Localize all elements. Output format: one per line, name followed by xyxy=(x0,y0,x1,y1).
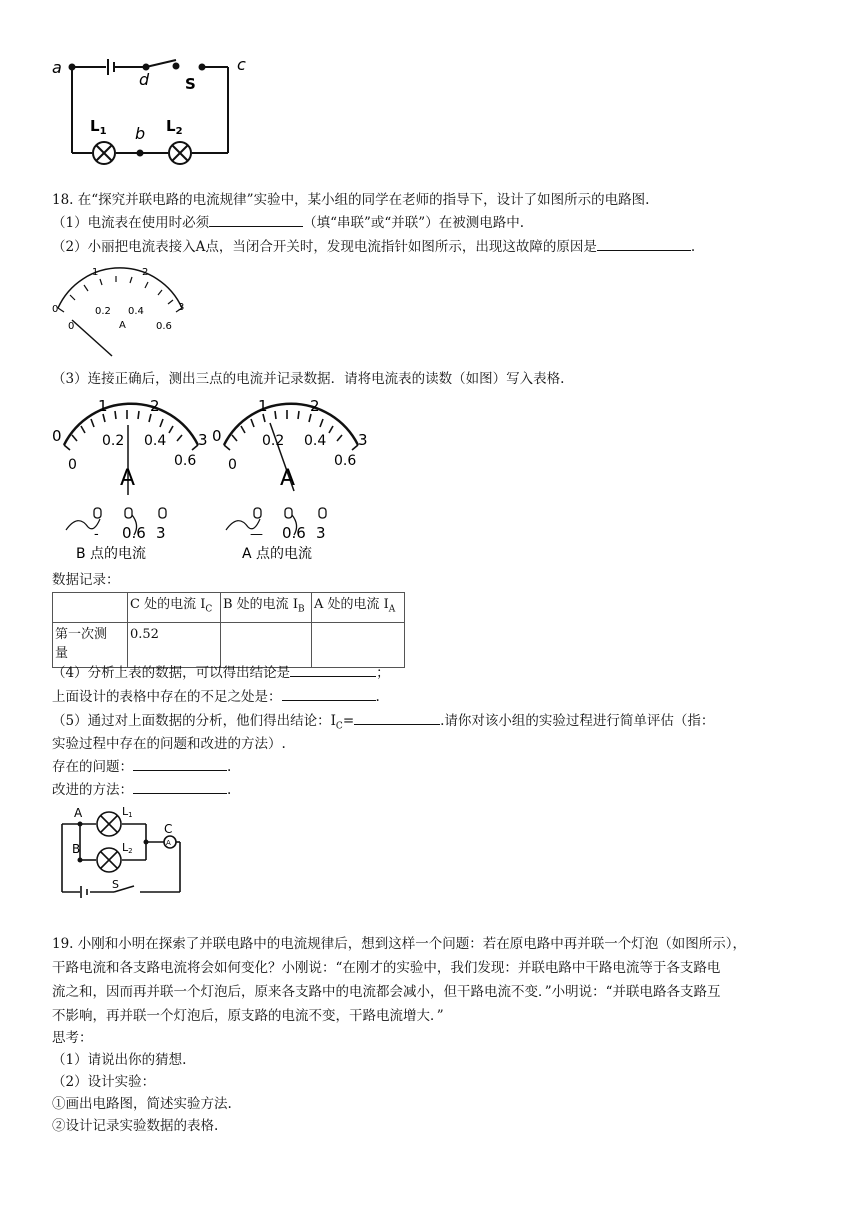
svg-text:0.4: 0.4 xyxy=(128,306,144,317)
svg-text:-: - xyxy=(94,527,99,542)
node-d-label: d xyxy=(139,70,150,89)
svg-text:0.6: 0.6 xyxy=(156,321,172,332)
svg-text:0: 0 xyxy=(212,427,222,445)
svg-text:0: 0 xyxy=(52,427,62,445)
svg-text:L2: L2 xyxy=(122,841,133,855)
ammeter-unit-a: A xyxy=(280,466,296,491)
svg-text:B: B xyxy=(72,842,81,856)
q18-part1: （1）电流表在使用时必须 （填“串联”或“并联”）在被测电路中. xyxy=(52,215,524,231)
svg-text:0.2: 0.2 xyxy=(262,433,285,449)
q18-improve: 改进的方法： . xyxy=(52,782,232,798)
q19-think: 思考： xyxy=(52,1030,93,1046)
node-b-label: b xyxy=(135,124,146,143)
q18-part5-cont: 实验过程中存在的问题和改进的方法）. xyxy=(52,736,286,752)
svg-text:0: 0 xyxy=(52,304,59,315)
svg-text:C: C xyxy=(164,822,173,836)
answer-blank-problem[interactable] xyxy=(133,757,227,771)
svg-text:1: 1 xyxy=(98,397,108,415)
lamp-l1-label: $L_1$ xyxy=(90,117,107,137)
ammeter-b-figure xyxy=(48,395,218,567)
ammeter-reversed-figure xyxy=(50,262,190,362)
svg-text:0.6: 0.6 xyxy=(174,453,197,469)
svg-text:0: 0 xyxy=(68,457,77,473)
q18-table-deficiency: 上面设计的表格中存在的不足之处是： . xyxy=(52,689,380,705)
svg-text:0: 0 xyxy=(68,321,75,332)
q19-line3: 流之和，因而再并联一个灯泡后，原来各支路中的电流都会减小，但干路电流不变．”小明说：“并联电路各支路互 xyxy=(52,984,721,1000)
svg-text:0.6: 0.6 xyxy=(282,524,306,542)
row-label-first-measure: 第一次测 量 xyxy=(53,622,128,667)
answer-blank-improve[interactable] xyxy=(133,780,227,794)
svg-text:3: 3 xyxy=(178,302,185,313)
svg-text:1: 1 xyxy=(92,267,99,278)
series-circuit-diagram xyxy=(48,52,258,168)
header-a-current: A 处的电流 $I_A$ xyxy=(312,593,405,623)
q19-line2: 干路电流和各支路电流将会如何变化？小刚说：“在刚才的实验中，我们发现：并联电路中干路电流等于各支路电 xyxy=(52,960,721,976)
svg-text:A: A xyxy=(119,320,126,331)
data-record-table xyxy=(52,592,405,668)
svg-text:0.6: 0.6 xyxy=(334,453,357,469)
q18-stem: 18. 在“探究并联电路的电流规律”实验中，某小组的同学在老师的指导下，设计了如图所示的电路图. xyxy=(52,192,650,208)
node-c-label: c xyxy=(237,55,246,74)
svg-text:—: — xyxy=(250,527,263,542)
ammeter-symbol: A xyxy=(166,839,171,847)
svg-text:3: 3 xyxy=(198,431,208,449)
answer-blank-1[interactable] xyxy=(209,213,303,227)
svg-text:0: 0 xyxy=(228,457,237,473)
svg-text:3: 3 xyxy=(316,524,326,542)
q18-part5: （5）通过对上面数据的分析，他们得出结论：$I_C=$ .请你对该小组的实验过程进行简单评估（指： xyxy=(52,713,715,732)
switch-s-label: S xyxy=(185,75,196,93)
svg-text:S: S xyxy=(112,878,119,891)
answer-blank-conclusion[interactable] xyxy=(290,663,376,677)
svg-text:2: 2 xyxy=(310,397,320,415)
q19-sub2a: ①画出电路图，简述实验方法. xyxy=(52,1096,232,1112)
caption-a: A 点的电流 xyxy=(242,546,313,562)
cell-a-value[interactable] xyxy=(312,622,405,667)
svg-text:1: 1 xyxy=(258,397,268,415)
svg-text:3: 3 xyxy=(358,431,368,449)
cell-c-value: 0.52 xyxy=(128,622,221,667)
svg-text:L1: L1 xyxy=(122,805,133,819)
q19-sub2: （2）设计实验： xyxy=(52,1074,156,1090)
lamp-l2-label: $L_2$ xyxy=(166,117,183,137)
svg-text:2: 2 xyxy=(150,397,160,415)
svg-text:A: A xyxy=(74,806,83,820)
answer-blank-2[interactable] xyxy=(597,237,691,251)
ammeter-a-figure xyxy=(208,395,378,567)
q19-sub1: （1）请说出你的猜想. xyxy=(52,1052,187,1068)
ammeter-unit-b: A xyxy=(120,466,136,491)
header-c-current: C 处的电流 $I_C$ xyxy=(128,593,221,623)
parallel-circuit-diagram xyxy=(50,804,190,904)
svg-text:0.4: 0.4 xyxy=(304,433,327,449)
svg-text:0.2: 0.2 xyxy=(102,433,125,449)
q18-part2: （2）小丽把电流表接入A点，当闭合开关时，发现电流指针如图所示，出现这故障的原因是 . xyxy=(52,239,696,255)
pointer-reversed xyxy=(72,320,112,356)
q18-problem: 存在的问题： . xyxy=(52,759,232,775)
caption-b: B 点的电流 xyxy=(76,546,147,562)
data-record-label: 数据记录： xyxy=(52,572,120,588)
answer-blank-deficiency[interactable] xyxy=(282,687,376,701)
svg-text:2: 2 xyxy=(142,267,149,278)
node-a-label: a xyxy=(52,58,62,77)
svg-text:3: 3 xyxy=(156,524,166,542)
header-b-current: B 处的电流 $I_B$ xyxy=(221,593,312,623)
q18-part4: （4）分析上表的数据，可以得出结论是 ； xyxy=(52,665,390,681)
svg-text:0.2: 0.2 xyxy=(95,306,111,317)
svg-text:0.4: 0.4 xyxy=(144,433,167,449)
svg-text:0.6: 0.6 xyxy=(122,524,146,542)
q19-sub2b: ②设计记录实验数据的表格. xyxy=(52,1118,219,1134)
answer-blank-ic[interactable] xyxy=(354,711,440,725)
q19-line1: 19. 小刚和小明在探索了并联电路中的电流规律后，想到这样一个问题：若在原电路中再并联一个灯泡（如图所示）， xyxy=(52,936,747,952)
cell-b-value[interactable] xyxy=(221,622,312,667)
q19-line4: 不影响，再并联一个灯泡后，原支路的电流不变，干路电流增大．” xyxy=(52,1008,444,1024)
q18-part3: （3）连接正确后，测出三点的电流并记录数据．请将电流表的读数（如图）写入表格. xyxy=(52,371,565,387)
